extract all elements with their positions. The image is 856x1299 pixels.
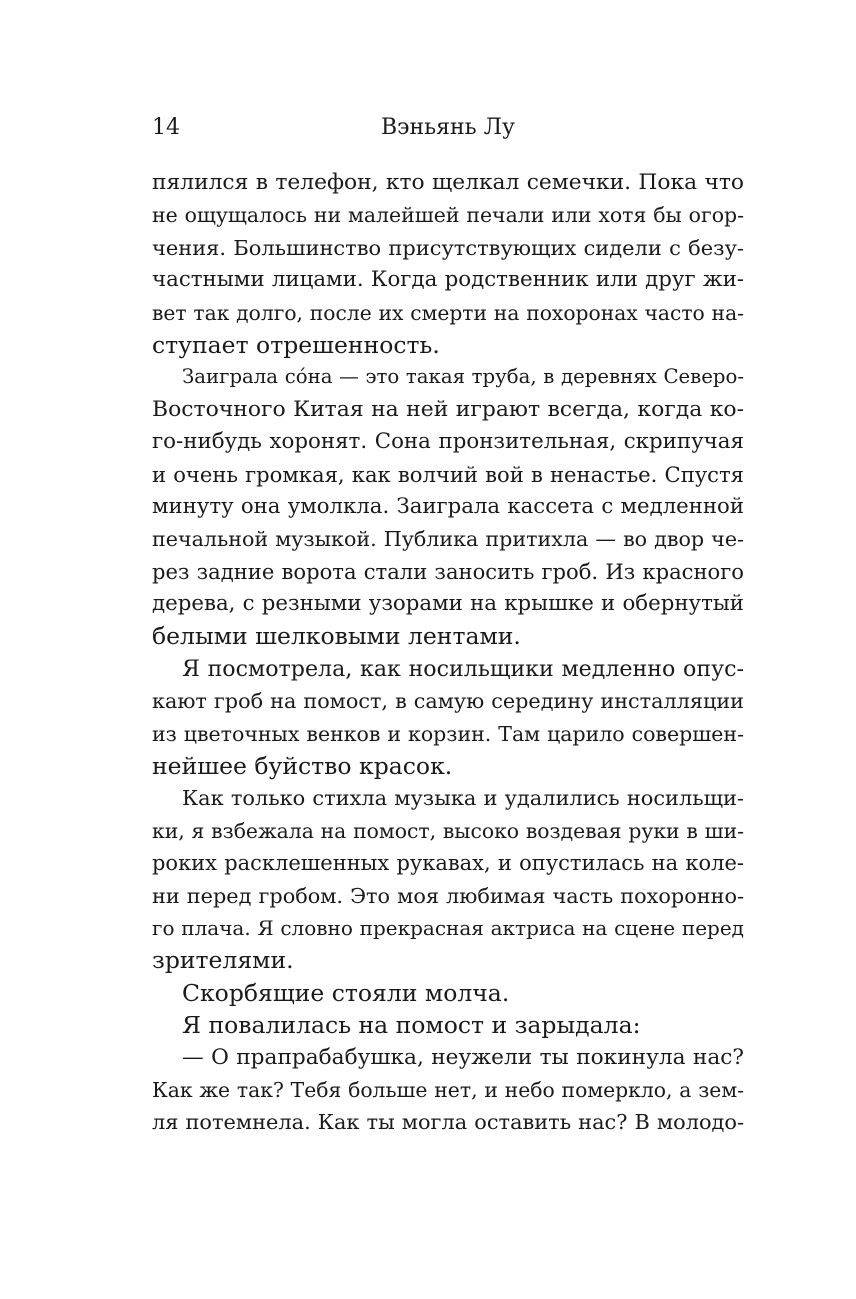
text-line: ля потемнела. Как ты могла оставить нас? В молодо- xyxy=(152,1110,744,1135)
text-line: нейшее буйство красок. xyxy=(152,752,453,781)
text-line: минуту она умолкла. Заиграла кассета с медленной xyxy=(152,493,744,519)
text-line: Я посмотрела, как носильщики медленно опус- xyxy=(182,655,744,682)
text-line: частными лицами. Когда родственник или друг жи- xyxy=(152,267,744,293)
text-line: ки, я взбежала на помост, высоко воздевая руки в ши- xyxy=(152,818,744,843)
text-line: дерева, с резными узорами на крышке и обернутый xyxy=(152,591,744,617)
text-line: белыми шелковыми лентами. xyxy=(152,622,521,651)
text-line: вет так долго, после их смерти на похоронах часто на- xyxy=(152,300,744,325)
body-text xyxy=(152,167,744,1139)
text-line: Заиграла со́на — это такая труба, в деревнях Северо- xyxy=(182,365,744,389)
text-line: Восточного Китая на ней играют всегда, когда ко- xyxy=(152,396,744,422)
text-line: пялился в телефон, кто щелкал семечки. Пока что xyxy=(152,170,744,195)
text-line: кают гроб на помост, в самую середину инсталляции xyxy=(152,689,744,714)
text-line: и очень громкая, как волчий вой в ненастье. Спустя xyxy=(152,461,744,487)
text-line: роких расклешенных рукавах, и опустилась на коле- xyxy=(152,851,744,876)
text-line: Скорбящие стояли молча. xyxy=(182,978,510,1007)
text-line: го плача. Я словно прекрасная актриса на сцене перед xyxy=(152,915,744,940)
running-head: Вэньянь Лу xyxy=(381,115,515,140)
text-line: зрителями. xyxy=(152,946,294,975)
text-line: чения. Большинство присутствующих сидели с безу- xyxy=(152,235,744,260)
page-number: 14 xyxy=(152,115,180,140)
page-header xyxy=(152,112,744,144)
text-line: ни перед гробом. Это моя любимая часть похоронно- xyxy=(152,883,744,908)
text-line: печальной музыкой. Публика притихла — во двор че- xyxy=(152,527,744,552)
text-line: рез задние ворота стали заносить гроб. Из красного xyxy=(152,558,744,584)
text-line: из цветочных венков и корзин. Там царило совершен- xyxy=(152,721,744,746)
text-line: Я повалилась на помост и зарыдала: xyxy=(182,1011,641,1040)
text-line: не ощущалось ни малейшей печали или хотя бы огор- xyxy=(152,203,744,228)
text-line: Как только стихла музыка и удалились носильщи- xyxy=(182,786,744,811)
text-line: Как же так? Тебя больше нет, и небо померкло, а зем- xyxy=(152,1077,744,1102)
text-line: — О прапрабабушка, неужели ты покинула нас? xyxy=(182,1044,744,1070)
text-line: ступает отрешенность. xyxy=(152,330,440,359)
text-line: го-нибудь хоронят. Сона пронзительная, скрипучая xyxy=(152,429,744,455)
